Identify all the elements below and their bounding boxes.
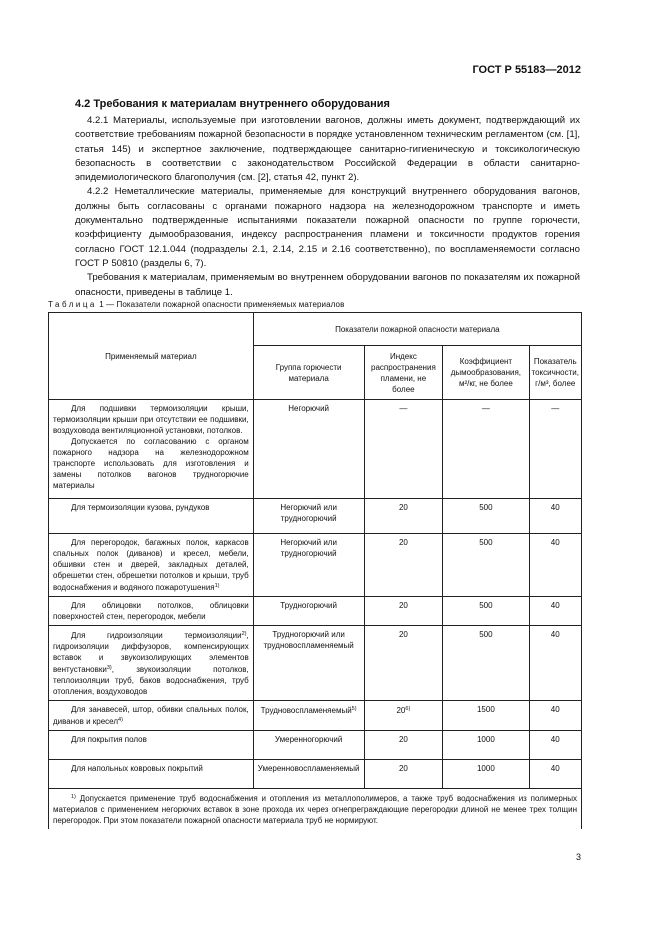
material-text: Для напольных ковровых покрытий bbox=[71, 764, 203, 773]
row-index: 20 bbox=[364, 760, 443, 789]
row-smoke: — bbox=[443, 400, 529, 499]
row-smoke: 500 bbox=[443, 499, 529, 534]
paragraph-table-ref: Требования к материалам, применяемым во внутреннем оборудовании вагонов по показателям их пожарной опасности, приведены в таблице 1. bbox=[75, 272, 580, 298]
row-tox: 40 bbox=[529, 626, 581, 701]
row-group: Трудногорючий bbox=[253, 597, 364, 626]
row-tox: 40 bbox=[529, 597, 581, 626]
material-text-b: , гидроизоляции диффузоров, компенсирующих вставок и звукоизолирующих элементов вентустановки bbox=[53, 631, 249, 674]
table-row bbox=[49, 499, 582, 534]
row-material bbox=[49, 534, 254, 597]
body-text bbox=[75, 114, 580, 300]
col-flammability-header: Группа горючести материала bbox=[253, 346, 364, 400]
table-caption-word: Таблица bbox=[48, 300, 97, 309]
row-material bbox=[49, 400, 254, 499]
table-caption-text: 1 — Показатели пожарной опасности применяемых материалов bbox=[96, 300, 345, 309]
table-row bbox=[49, 760, 582, 789]
row-smoke: 500 bbox=[443, 534, 529, 597]
row-material bbox=[49, 731, 254, 760]
table-row bbox=[49, 731, 582, 760]
table-row bbox=[49, 626, 582, 701]
table-caption bbox=[48, 300, 344, 309]
material-text: Для покрытия полов bbox=[71, 735, 147, 744]
row-index: 20 bbox=[364, 731, 443, 760]
material-text-a: Для гидроизоляции термоизоляции bbox=[71, 631, 242, 640]
footnote-ref: 5) bbox=[351, 706, 357, 712]
row-index: 20 bbox=[364, 499, 443, 534]
table-row bbox=[49, 400, 582, 499]
footnote-ref: 4) bbox=[118, 717, 123, 723]
material-text-c: , звукоизоляции потолков, теплоизоляции труб, баков водоснабжения, труб отопления, воздуховодов bbox=[53, 665, 249, 696]
material-text: Для термоизоляции кузова, рундуков bbox=[71, 503, 210, 512]
row-smoke: 500 bbox=[443, 597, 529, 626]
table-row bbox=[49, 534, 582, 597]
row-group: Негорючий или трудногорючий bbox=[253, 499, 364, 534]
col-smoke-label: Коэффициент дымообразования, м²/кг, не более bbox=[450, 357, 522, 388]
material-text: Для подшивки термоизоляции крыши, термоизоляции крыши при отсутствии ее подшивки, воздуховода вентиляционной установки, потолков. bbox=[53, 404, 249, 435]
footnote-ref: 1) bbox=[214, 583, 220, 589]
row-tox: 40 bbox=[529, 731, 581, 760]
footnote-text: Допускается применение труб водоснабжения и отопления из металлополимеров, а также труб водоснабжения из полимерных материалов с применением негорючих вставок в зоне прохода их через огнепреграждающие перегородки длиной не менее трех толщин перегородок. При этом показатели пожарной опасности материала труб не нормируют. bbox=[53, 794, 577, 825]
document-code: ГОСТ Р 55183—2012 bbox=[472, 64, 581, 76]
row-smoke: 1500 bbox=[443, 701, 529, 731]
footnote-ref: 3) bbox=[106, 665, 112, 671]
row-material bbox=[49, 597, 254, 626]
row-index: 20 bbox=[364, 597, 443, 626]
material-note: Допускается по согласованию с органом пожарного надзора на железнодорожном транспорте использовать для изготовления и замены потолков вагонов трудногорючие материалы bbox=[53, 437, 249, 490]
row-smoke: 1000 bbox=[443, 760, 529, 789]
fire-hazard-table bbox=[48, 312, 582, 829]
col-flame-index-header: Индекс распространения пламени, не более bbox=[364, 346, 443, 400]
col-material-header: Применяемый материал bbox=[49, 313, 254, 400]
table-row bbox=[49, 701, 582, 731]
col-smoke-header bbox=[443, 346, 529, 400]
row-material bbox=[49, 701, 254, 731]
row-smoke: 500 bbox=[443, 626, 529, 701]
row-tox: 40 bbox=[529, 534, 581, 597]
paragraph-4-2-2: 4.2.2 Неметаллические материалы, применяемые для конструкций внутреннего оборудования вагонов, должны быть согласованы с органами пожарного надзора на железнодорожном транспорте и иметь документально подтвержденные испытаниями показатели пожарной опасности по группе горючести, коэффициенту дымообразования, индексу распространения пламени и токсичности продуктов горения согласно ГОСТ 12.1.044 (подразделы 2.1, 2.14, 2.15 и 2.16 соответственно), по воспламеняемости согласно ГОСТ Р 50810 (разделы 6, 7). bbox=[75, 186, 580, 269]
page-number: 3 bbox=[575, 852, 581, 862]
footnote-ref: 6) bbox=[405, 706, 411, 712]
row-index bbox=[364, 701, 443, 731]
group-text: Трудновоспламеняемый bbox=[260, 706, 352, 715]
row-index: 20 bbox=[364, 626, 443, 701]
section-title: 4.2 Требования к материалам внутреннего оборудования bbox=[75, 98, 390, 110]
row-group: Умеренногорючий bbox=[253, 731, 364, 760]
row-group: Умеренновоспламеняемый bbox=[253, 760, 364, 789]
paragraph-4-2-1: 4.2.1 Материалы, используемые при изготовлении вагонов, должны иметь документ, подтверждающий их соответствие требованиям пожарной безопасности в порядке установленном техническим регламентом (см. [1], статья 145) и экспертное заключение, подтверждающее санитарно-гигиеническую и токсикологическую безопасность в соответствии с законодательством Российской Федерации в области санитарно-эпидемиологического благополучия (см. [2], статья 42, пункт 2). bbox=[75, 115, 580, 184]
row-index: — bbox=[364, 400, 443, 499]
row-group: Трудногорючий или трудновоспламеняемый bbox=[253, 626, 364, 701]
row-material bbox=[49, 760, 254, 789]
col-toxicity-header: Показатель токсичности, г/м³, более bbox=[529, 346, 581, 400]
row-tox: — bbox=[529, 400, 581, 499]
material-text: Для облицовки потолков, облицовки поверхностей стен, перегородок, мебели bbox=[53, 601, 249, 621]
table-footnote-row bbox=[49, 789, 582, 830]
row-smoke: 1000 bbox=[443, 731, 529, 760]
row-tox: 40 bbox=[529, 499, 581, 534]
index-text: 20 bbox=[396, 706, 406, 715]
row-material bbox=[49, 499, 254, 534]
material-text: Для занавесей, штор, обивки спальных полок, диванов и кресел bbox=[53, 705, 249, 726]
table-footnote bbox=[49, 789, 582, 830]
material-text: Для перегородок, багажных полок, каркасов спальных полок (диванов) и кресел, мебели, обшивки стен и дверей, закладных деталей, обрешетки стен, обрешетки потолков и крыши, труб водоснабжения и водяного пожаротушения bbox=[53, 538, 249, 592]
footnote-ref: 2) bbox=[241, 631, 247, 637]
col-group-header: Показатели пожарной опасности материала bbox=[253, 313, 581, 346]
row-group bbox=[253, 701, 364, 731]
row-tox: 40 bbox=[529, 760, 581, 789]
footnote-marker: 1) bbox=[71, 794, 76, 800]
row-tox: 40 bbox=[529, 701, 581, 731]
row-material bbox=[49, 626, 254, 701]
row-index: 20 bbox=[364, 534, 443, 597]
row-group: Негорючий bbox=[253, 400, 364, 499]
table-row bbox=[49, 597, 582, 626]
row-group: Негорючий или трудногорючий bbox=[253, 534, 364, 597]
